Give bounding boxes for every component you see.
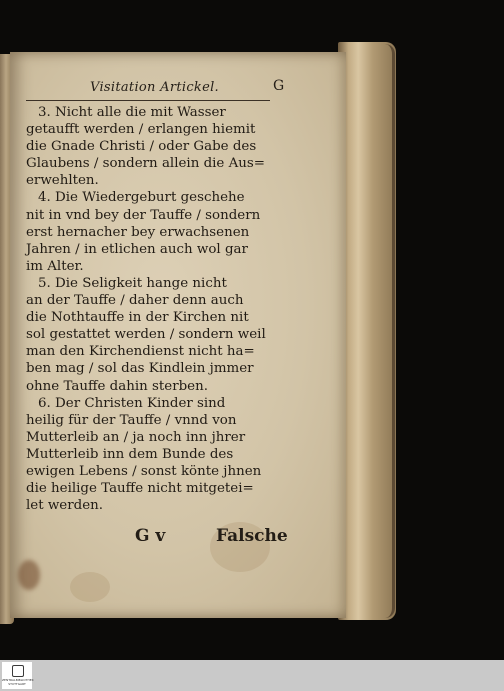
text-line: die Gnade Christi / oder Gabe des — [26, 139, 257, 155]
text-line: Mutterleib an / ja noch inn jhrer — [26, 429, 246, 445]
text-line: erwehlten. — [26, 173, 99, 189]
text-line: sol gestattet werden / sondern weil — [26, 327, 266, 343]
text-line: Mutterleib inn dem Bunde des — [26, 446, 234, 462]
library-logo-text: ZENTRALBIBLIOTHEK STUTTGART — [2, 678, 34, 686]
text-line: Jahren / in etlichen auch wol gar — [26, 241, 248, 257]
foxing-spot — [70, 572, 110, 602]
text-line: 6. Der Christen Kinder sind — [38, 395, 226, 411]
text-line: heilig für der Tauffe / vnnd von — [26, 412, 237, 428]
viewer-bottom-bar — [0, 660, 504, 691]
text-line: ohne Tauffe dahin sterben. — [26, 378, 208, 394]
page-stain — [18, 560, 40, 590]
footer-signature: G v — [135, 526, 166, 546]
text-line: die heilige Tauffe nicht mitgetei= — [26, 481, 254, 497]
text-line: ben mag / sol das Kindlein jmmer — [26, 361, 254, 377]
signature-mark: G — [273, 78, 285, 94]
text-line: getaufft werden / erlangen hiemit — [26, 122, 256, 138]
header-rule — [26, 100, 270, 101]
text-line: im Alter. — [26, 258, 84, 274]
text-line: 3. Nicht alle die mit Wasser — [38, 105, 226, 120]
text-line: 4. Die Wiedergeburt geschehe — [38, 190, 245, 206]
book-cover-edge — [344, 44, 395, 618]
text-line: die Nothtauffe in der Kirchen nit — [26, 310, 249, 326]
catchword: Falsche — [216, 526, 288, 546]
text-line: an der Tauffe / daher denn auch — [26, 293, 244, 309]
text-line: ewigen Lebens / sonst könte jhnen — [26, 463, 262, 479]
text-line: man den Kirchendienst nicht ha= — [26, 344, 255, 360]
library-logo-icon — [12, 665, 24, 677]
text-line: nit in vnd bey der Tauffe / sondern — [26, 207, 261, 223]
text-line: 5. Die Seligkeit hange nicht — [38, 275, 227, 291]
library-logo[interactable] — [2, 662, 32, 689]
text-line: erst hernacher bey erwachsenen — [26, 224, 250, 240]
running-head: Visitation Artickel. — [90, 80, 219, 95]
body-text — [26, 104, 274, 514]
text-line: Glaubens / sondern allein die Aus= — [26, 156, 265, 172]
text-line: let werden. — [26, 498, 104, 514]
